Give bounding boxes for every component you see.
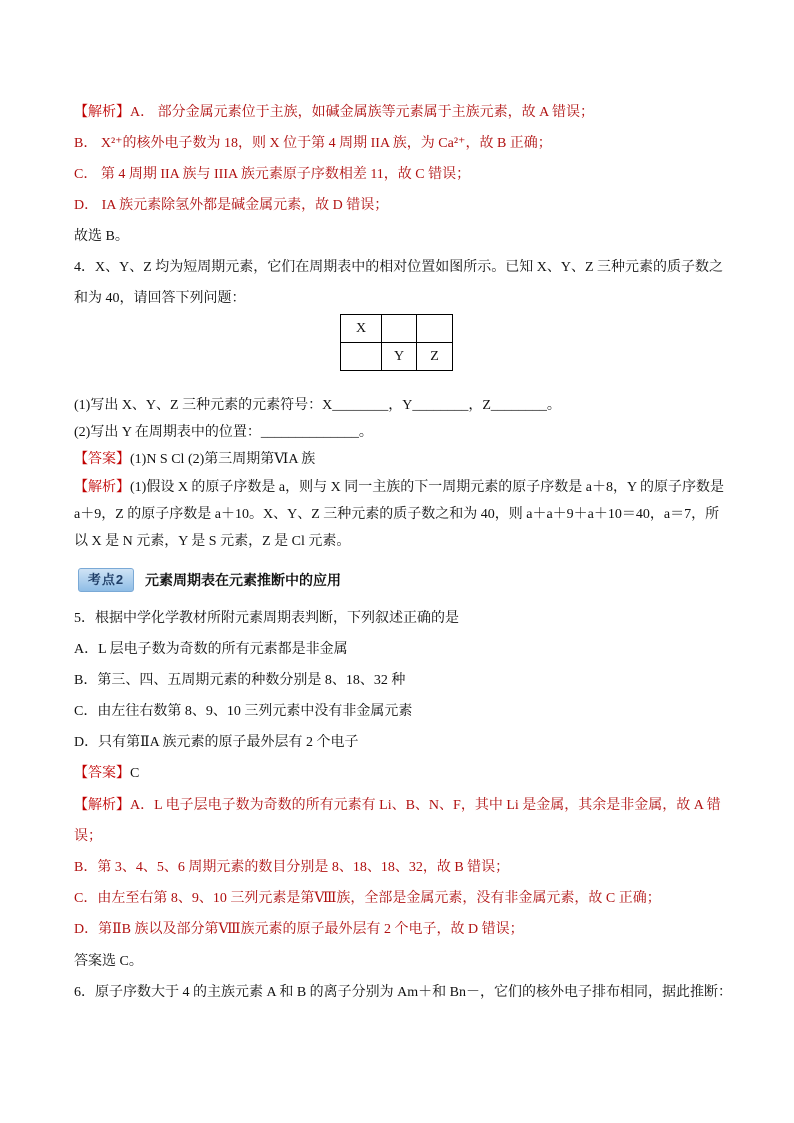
- table-cell: Z: [417, 343, 453, 371]
- q3-analysis-line-d: D． IA 族元素除氢外都是碱金属元素，故 D 错误；: [74, 198, 389, 213]
- q5-option-d: D．只有第ⅡA 族元素的原子最外层有 2 个电子: [74, 735, 359, 750]
- table-row: [341, 343, 453, 371]
- q3-conclusion: 故选 B。: [74, 229, 129, 244]
- q3-analysis-line-c: C． 第 4 周期 IIA 族与 IIIA 族元素原子序数相差 11，故 C 错误；: [74, 167, 471, 182]
- q5-analysis-line-5: D．第ⅡB 族以及部分第Ⅷ族元素的原子最外层有 2 个电子，故 D 错误；: [74, 922, 524, 937]
- q5-conclusion: 答案选 C。: [74, 954, 143, 969]
- answer-text: (1)N S Cl (2)第三周期第ⅥA 族: [130, 452, 316, 467]
- table-cell: [417, 315, 453, 343]
- q6-stem: 6．原子序数大于 4 的主族元素 A 和 B 的离子分别为 Am＋和 Bn－，它们的核外电子排布相同，据此推断：: [74, 985, 733, 1000]
- q3-analysis-line-a: [74, 103, 594, 123]
- q5-analysis-line-4: C．由左至右第 8、9、10 三列元素是第Ⅷ族，全部是金属元素，没有非金属元素，故 C 正确；: [74, 891, 661, 906]
- q5-option-c: C．由左往右数第 8、9、10 三列元素中没有非金属元素: [74, 704, 413, 719]
- analysis-tag: 【解析】: [74, 480, 130, 495]
- q4-stem-line-2: 和为 40，请回答下列问题：: [74, 291, 246, 306]
- q5-analysis-line-1: [74, 796, 721, 816]
- table-cell: X: [341, 315, 382, 343]
- periodic-position-table: [340, 314, 453, 371]
- q4-analysis-line-2: a＋9，Z 的原子序数是 a＋10。X、Y、Z 三种元素的质子数之和为 40，则 a＋a＋9＋a＋10＝40，a＝7，所: [74, 507, 720, 522]
- q5-option-b: B．第三、四、五周期元素的种数分别是 8、18、32 种: [74, 673, 406, 688]
- table-cell: Y: [382, 343, 417, 371]
- table-row: [341, 315, 453, 343]
- q5-analysis-line-3: B．第 3、4、5、6 周期元素的数目分别是 8、18、18、32，故 B 错误；: [74, 860, 510, 875]
- q5-analysis-line-2: 误；: [74, 829, 102, 844]
- q5-option-a: A．L 层电子数为奇数的所有元素都是非金属: [74, 642, 348, 657]
- analysis-tag: 【解析】: [74, 798, 130, 813]
- q4-answer: [74, 450, 315, 470]
- table-cell: [341, 343, 382, 371]
- answer-tag: 【答案】: [74, 452, 130, 467]
- q4-subquestion-1: (1)写出 X、Y、Z 三种元素的元素符号：X________，Y________，Z________。: [74, 398, 561, 413]
- analysis-text: A．L 电子层电子数为奇数的所有元素有 Li、B、N、F，其中 Li 是金属，其余是非金属，故 A 错: [130, 798, 721, 813]
- section-title: 元素周期表在元素推断中的应用: [145, 572, 341, 588]
- q3-analysis-line-b: B． X²⁺的核外电子数为 18，则 X 位于第 4 周期 IIA 族，为 Ca²⁺，故 B 正确；: [74, 136, 552, 151]
- q4-stem-line-1: 4．X、Y、Z 均为短周期元素，它们在周期表中的相对位置如图所示。已知 X、Y、Z 三种元素的质子数之: [74, 260, 724, 275]
- q4-subquestion-2: (2)写出 Y 在周期表中的位置：______________。: [74, 425, 373, 440]
- analysis-text: (1)假设 X 的原子序数是 a，则与 X 同一主族的下一周期元素的原子序数是 a＋8，Y 的原子序数是: [130, 480, 725, 495]
- table-cell: [382, 315, 417, 343]
- answer-tag: 【答案】: [74, 766, 130, 781]
- q4-analysis-line-3: 以 X 是 N 元素，Y 是 S 元素，Z 是 Cl 元素。: [74, 534, 351, 549]
- analysis-tag: 【解析】: [74, 105, 130, 120]
- q5-answer: [74, 764, 139, 784]
- q4-analysis-line-1: [74, 478, 724, 498]
- section-badge: 考点2: [78, 568, 134, 592]
- q5-stem: 5．根据中学化学教材所附元素周期表判断，下列叙述正确的是: [74, 611, 459, 626]
- analysis-text: A． 部分金属元素位于主族，如碱金属族等元素属于主族元素，故 A 错误；: [130, 105, 594, 120]
- answer-text: C: [130, 766, 140, 781]
